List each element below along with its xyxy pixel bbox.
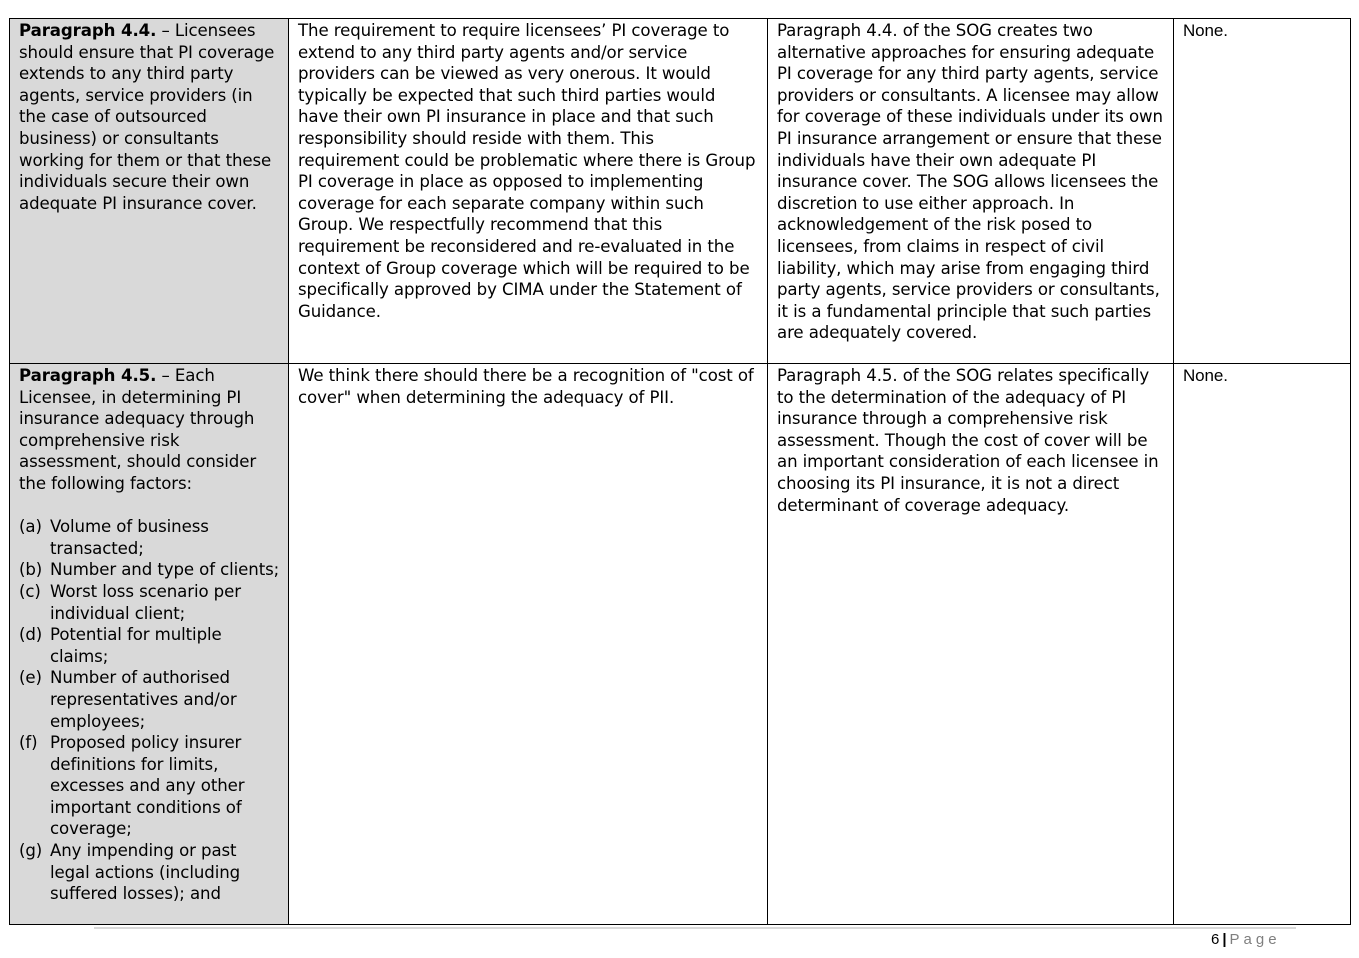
factor-label: (d): [19, 625, 43, 645]
sog-text: Each Licensee, in determining PI insurance adequacy through comprehensive risk assessment, should consider the following factors:: [19, 366, 257, 493]
factor-text: Proposed policy insurer definitions for limits, excesses and any other important conditions of coverage;: [50, 733, 245, 839]
page-number: [1211, 931, 1281, 948]
footer-divider: [94, 927, 1296, 929]
response-cell: Paragraph 4.4. of the SOG creates two alternative approaches for ensuring adequate PI coverage for any third party agents, service providers or consultants. A licensee may allow for coverage of these individuals under its own PI insurance arrangement or ensure that these individuals have their own adequate PI insurance cover. The SOG allows licensees the discretion to use either approach. In acknowledgement of the risk posed to licensees, from claims in respect of civil liability, which may arise from engaging third party agents, service providers or consultants, it is a fundamental principle that such parties are adequately covered.: [768, 19, 1174, 364]
paragraph-ref: Paragraph 4.4.: [19, 21, 157, 40]
factor-text: Worst loss scenario per individual client;: [50, 581, 241, 623]
factor-label: (e): [19, 668, 42, 688]
response-cell: Paragraph 4.5. of the SOG relates specifically to the determination of the adequacy of PI insurance through a comprehensive risk assessment. Though the cost of cover will be an important consideration of each licensee in choosing its PI insurance, it is not a direct determinant of coverage adequacy.: [768, 364, 1174, 925]
sog-provision-cell: [10, 364, 289, 925]
factor-label: (b): [19, 560, 43, 580]
factor-text: Number of authorised representatives and/or employees;: [50, 668, 237, 731]
comment-cell: The requirement to require licensees’ PI coverage to extend to any third party agents and/or service providers can be viewed as very onerous. It would typically be expected that such third parties would have their own PI insurance in place and that such responsibility should reside with them. This requirement could be problematic where there is Group PI coverage in place as opposed to implementing coverage for each separate company within such Group. We respectfully recommend that this requirement be reconsidered and re-evaluated in the context of Group coverage which will be required to be specifically approved by CIMA under the Statement of Guidance.: [289, 19, 768, 364]
comment-cell: We think there should there be a recognition of "cost of cover" when determining the adequacy of PII.: [289, 364, 768, 925]
page-number-value: 6: [1211, 931, 1220, 948]
factor-text: Any impending or past legal actions (including suffered losses); and: [50, 841, 241, 904]
factor-label: (a): [19, 517, 42, 537]
factor-label: (f): [19, 733, 38, 753]
consultation-table: [9, 18, 1351, 925]
dash: –: [156, 21, 175, 40]
factor-label: (g): [19, 841, 43, 861]
factor-item: [19, 516, 280, 559]
factor-item: [19, 559, 280, 581]
amendment-cell: None.: [1174, 364, 1351, 925]
factor-item: [19, 840, 280, 905]
page-separator: |: [1222, 931, 1227, 948]
factor-text: Volume of business transacted;: [50, 517, 209, 558]
amendment-cell: None.: [1174, 19, 1351, 364]
factor-text: Number and type of clients;: [50, 560, 280, 580]
factor-item: [19, 732, 280, 840]
page-label: Page: [1229, 931, 1281, 948]
factor-item: [19, 667, 280, 732]
dash: –: [156, 366, 175, 385]
table-row: [10, 19, 1351, 364]
factor-item: [19, 581, 280, 624]
sog-text: Licensees should ensure that PI coverage extends to any third party agents, service providers (in the case of outsourced business) or consultants working for them or that these individuals secure their own adequate PI insurance cover.: [19, 21, 275, 213]
factor-list: [19, 516, 280, 905]
factor-label: (c): [19, 581, 41, 601]
factor-item: [19, 624, 280, 667]
table-row: [10, 364, 1351, 925]
paragraph-ref: Paragraph 4.5.: [19, 366, 157, 385]
sog-provision-cell: [10, 19, 289, 364]
factor-text: Potential for multiple claims;: [50, 625, 222, 666]
